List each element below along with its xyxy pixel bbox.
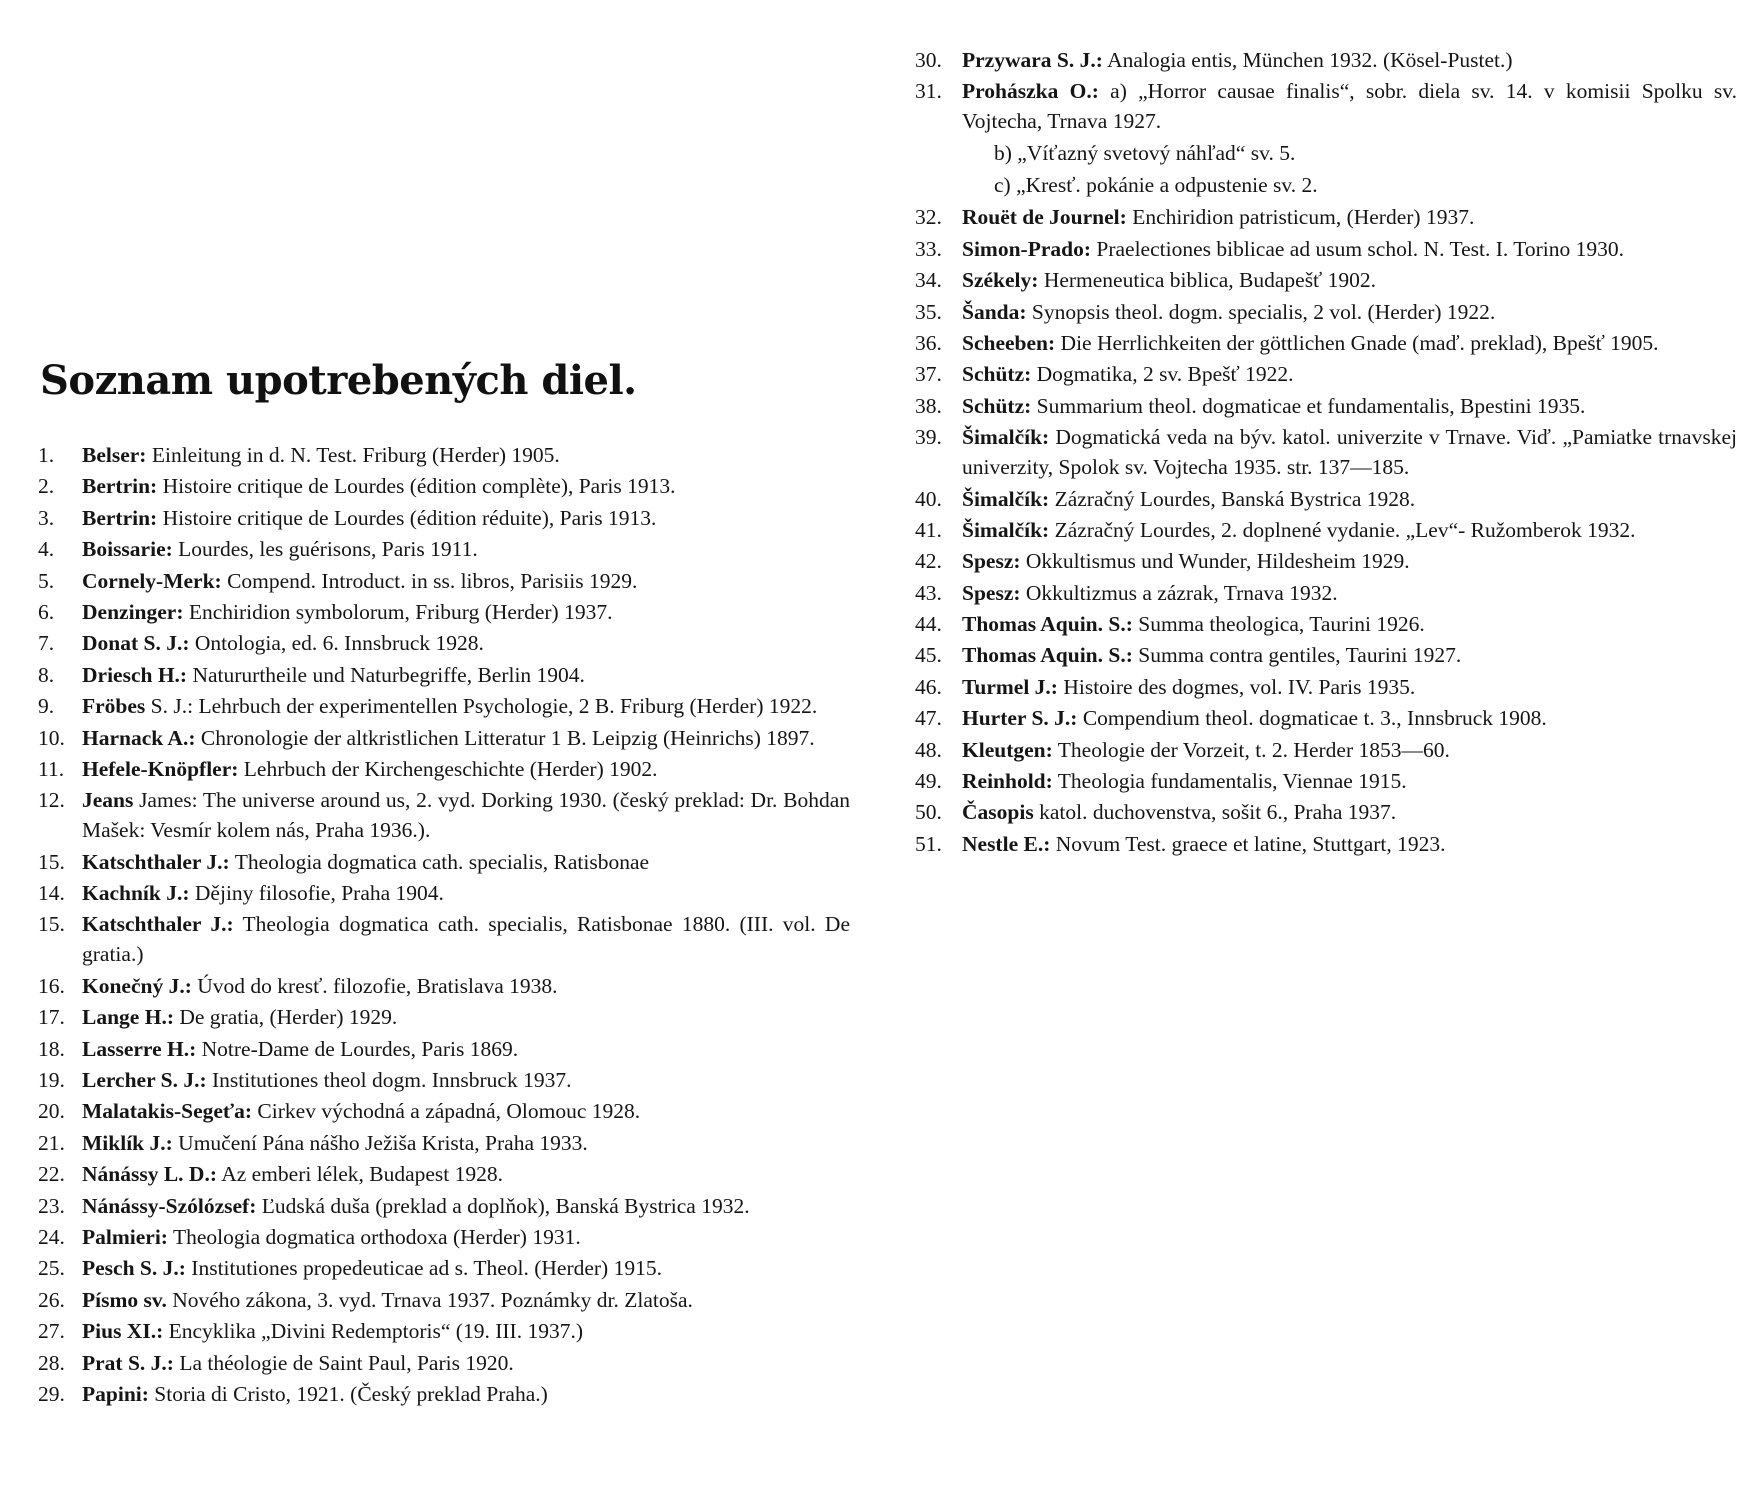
bibliography-entry: [38, 566, 850, 596]
entry-number: 5.: [38, 568, 55, 593]
entry-number: 24.: [38, 1224, 65, 1249]
entry-number: 25.: [38, 1256, 65, 1281]
entry-number: 2.: [38, 474, 55, 499]
bibliography-entry: [38, 1128, 850, 1158]
entry-author: Driesch H.:: [82, 662, 188, 687]
entry-text: katol. duchovenstva, sošit 6., Praha 1937.: [1033, 800, 1397, 825]
entry-text: Chronologie der altkristlichen Litteratur 1 B. Leipzig (Heinrichs) 1897.: [195, 725, 815, 750]
bibliography-entry: [915, 578, 1737, 608]
entry-text: Histoire des dogmes, vol. IV. Paris 1935.: [1057, 674, 1416, 699]
entry-number: 29.: [38, 1381, 65, 1406]
entry-author: Cornely-Merk:: [82, 568, 222, 593]
bibliography-entry: [915, 546, 1737, 576]
bibliography-entry: [915, 391, 1737, 421]
entry-text: Nového zákona, 3. vyd. Trnava 1937. Poznámky dr. Zlatoša.: [166, 1287, 693, 1312]
entry-author: Šimalčík:: [962, 517, 1050, 542]
bibliography-entry: [38, 909, 850, 969]
entry-text: Storia di Cristo, 1921. (Český preklad Praha.): [148, 1381, 548, 1406]
bibliography-entry: [915, 265, 1737, 295]
entry-text: Summarium theol. dogmaticae et fundamentalis, Bpestini 1935.: [1031, 393, 1586, 418]
entry-number: 1.: [38, 443, 55, 467]
bibliography-entry: [915, 640, 1737, 670]
bibliography-entry: [38, 597, 850, 627]
bibliography-entry: [38, 847, 850, 877]
entry-number: 4.: [38, 537, 55, 562]
entry-number: 38.: [915, 393, 942, 418]
entry-number: 39.: [915, 425, 942, 450]
bibliography-entry: [38, 1285, 850, 1315]
entry-author: Przywara S. J.:: [962, 48, 1103, 72]
entry-text: Okkultismus und Wunder, Hildesheim 1929.: [1020, 549, 1410, 574]
entry-number: 37.: [915, 362, 942, 387]
entry-author: Boissarie:: [82, 537, 173, 562]
bibliography-entry: [915, 766, 1737, 796]
entry-author: Székely:: [962, 268, 1039, 293]
entry-number: 14.: [38, 881, 65, 906]
entry-number: 47.: [915, 706, 942, 731]
entry-author: Pius XI.:: [82, 1319, 164, 1344]
entry-author: Časopis: [962, 800, 1034, 825]
bibliography-entry: [915, 609, 1737, 639]
entry-number: 31.: [915, 79, 942, 104]
entry-text: Institutiones theol dogm. Innsbruck 1937.: [206, 1068, 572, 1093]
bibliography-entry: [38, 1253, 850, 1283]
entry-number: 42.: [915, 549, 942, 574]
entry-text: Theologia dogmatica orthodoxa (Herder) 1931.: [167, 1224, 581, 1249]
entry-number: 30.: [915, 48, 942, 72]
bibliography-entry: [38, 691, 850, 721]
entry-text: a) „Horror causae finalis“, sobr. diela sv. 14. v komisii Spolku sv. Vojtecha, Trnava 1927.: [962, 79, 1738, 134]
entry-text: Lehrbuch der Kirchengeschichte (Herder) 1902.: [238, 756, 658, 781]
entry-text: Theologie der Vorzeit, t. 2. Herder 1853—60.: [1052, 737, 1450, 762]
entry-text: Zázračný Lourdes, 2. doplnené vydanie. „Lev“- Ružomberok 1932.: [1049, 517, 1636, 542]
bibliography-entry: [38, 1065, 850, 1095]
entry-text: James: The universe around us, 2. vyd. Dorking 1930. (český preklad: Dr. Bohdan Mašek: Vesmír kolem nás, Praha 1936.).: [82, 788, 850, 843]
entry-text: Dogmatika, 2 sv. Bpešť 1922.: [1031, 362, 1294, 387]
entry-number: 21.: [38, 1130, 65, 1155]
entry-author: Donat S. J.:: [82, 631, 190, 656]
entry-text: Ontologia, ed. 6. Innsbruck 1928.: [189, 631, 484, 656]
entry-author: Nánássy-Szólózsef:: [82, 1193, 257, 1218]
bibliography-entry: [38, 440, 850, 470]
entry-number: 50.: [915, 800, 942, 825]
entry-number: 22.: [38, 1162, 65, 1187]
bibliography-entry: [38, 878, 850, 908]
bibliography-entry: [915, 234, 1737, 264]
entry-author: Lercher S. J.:: [82, 1068, 207, 1093]
entry-text: Histoire critique de Lourdes (édition complète), Paris 1913.: [157, 474, 676, 499]
entry-author: Hurter S. J.:: [962, 706, 1078, 731]
entry-number: 28.: [38, 1350, 65, 1375]
entry-number: 7.: [38, 631, 55, 656]
bibliography-entry: [915, 829, 1737, 859]
bibliography-entry: [38, 1222, 850, 1252]
entry-author: Prat S. J.:: [82, 1350, 174, 1375]
entry-number: 27.: [38, 1319, 65, 1344]
entry-author: Lasserre H.:: [82, 1036, 197, 1061]
entry-text: Umučení Pána nášho Ježiša Krista, Praha 1933.: [172, 1130, 588, 1155]
entry-author: Konečný J.:: [82, 973, 192, 998]
bibliography-entry: [38, 628, 850, 658]
entry-text: Theologia fundamentalis, Viennae 1915.: [1052, 769, 1407, 794]
entry-author: Simon-Prado:: [962, 236, 1091, 261]
entry-author: Palmieri:: [82, 1224, 168, 1249]
bibliography-entry: [915, 672, 1737, 702]
entry-author: Písmo sv.: [82, 1287, 167, 1312]
entry-author: Kachník J.:: [82, 881, 190, 906]
entry-number: 15.: [38, 849, 65, 874]
entry-number: 19.: [38, 1068, 65, 1093]
entry-author: Nánássy L. D.:: [82, 1162, 217, 1187]
bibliography-entry: [38, 1002, 850, 1032]
entry-text: Summa contra gentiles, Taurini 1927.: [1132, 643, 1462, 668]
entry-author: Kleutgen:: [962, 737, 1053, 762]
entry-author: Katschthaler J.:: [82, 849, 230, 874]
entry-text: Theologia dogmatica cath. specialis, Ratisbonae 1880. (III. vol. De gratia.): [82, 912, 850, 967]
entry-author: Jeans: [82, 788, 134, 813]
entry-author: Malatakis-Segeťa:: [82, 1099, 253, 1124]
entry-text: Dogmatická veda na býv. katol. univerzite v Trnave. Viď. „Pamiatke trnavskej univerzity, Spolok sv. Vojtecha 1935. str. 137—185.: [962, 425, 1737, 480]
bibliography-entry: [38, 785, 850, 845]
entry-number: 23.: [38, 1193, 65, 1218]
entry-text: Synopsis theol. dogm. specialis, 2 vol. (Herder) 1922.: [1026, 299, 1496, 324]
entry-number: 36.: [915, 330, 942, 355]
entry-author: Fröbes: [82, 694, 146, 719]
bibliography-entry: [38, 754, 850, 784]
entry-text: Cirkev východná a západná, Olomouc 1928.: [252, 1099, 641, 1124]
entry-author: Reinhold:: [962, 769, 1053, 794]
entry-number: 43.: [915, 580, 942, 605]
entry-text: Novum Test. graece et latine, Stuttgart, 1923.: [1050, 831, 1446, 856]
entry-author: Harnack A.:: [82, 725, 196, 750]
entry-author: Pesch S. J.:: [82, 1256, 186, 1281]
entry-author: Schütz:: [962, 393, 1032, 418]
bibliography-entry: [38, 534, 850, 564]
entry-text: Enchiridion patristicum, (Herder) 1937.: [1126, 205, 1475, 230]
bibliography-entry: [38, 660, 850, 690]
entry-author: Prohászka O.:: [962, 79, 1099, 104]
bibliography-entry: [915, 45, 1737, 75]
entry-text: Compendium theol. dogmaticae t. 3., Innsbruck 1908.: [1077, 706, 1547, 731]
entry-author: Miklík J.:: [82, 1130, 173, 1155]
entry-number: 45.: [915, 643, 942, 668]
entry-text: Úvod do kresť. filozofie, Bratislava 1938.: [191, 973, 558, 998]
bibliography-entry: [38, 471, 850, 501]
entry-subitem: b) „Víťazný svetový náhľad“ sv. 5.: [994, 141, 1296, 166]
entry-number: 12.: [38, 788, 65, 813]
entry-number: 40.: [915, 486, 942, 511]
entry-number: 11.: [38, 756, 65, 781]
entry-number: 8.: [38, 662, 55, 687]
entry-sublist: [994, 138, 1737, 200]
entry-text: Einleitung in d. N. Test. Friburg (Herder) 1905.: [146, 443, 560, 467]
bibliography-entry: [38, 1316, 850, 1346]
bibliography-entry: [915, 359, 1737, 389]
entry-number: 35.: [915, 299, 942, 324]
entry-text: Encyklika „Divini Redemptoris“ (19. III. 1937.): [163, 1319, 583, 1344]
entry-author: Hefele-Knöpfler:: [82, 756, 239, 781]
entry-author: Lange H.:: [82, 1005, 174, 1030]
entry-text: Summa theologica, Taurini 1926.: [1132, 612, 1425, 637]
entry-author: Belser:: [82, 443, 147, 467]
bibliography-entry: [38, 1096, 850, 1126]
entry-author: Papini:: [82, 1381, 149, 1406]
bibliography-entry: [915, 422, 1737, 482]
entry-number: 18.: [38, 1036, 65, 1061]
entry-number: 10.: [38, 725, 65, 750]
entry-number: 3.: [38, 505, 55, 530]
entry-number: 48.: [915, 737, 942, 762]
entry-number: 41.: [915, 517, 942, 542]
bibliography-entry: [38, 503, 850, 533]
bibliography-entry: [915, 797, 1737, 827]
bibliography-entry: [38, 723, 850, 753]
entry-text: Praelectiones biblicae ad usum schol. N. Test. I. Torino 1930.: [1091, 236, 1624, 261]
entry-author: Šimalčík:: [962, 425, 1050, 450]
bibliography-entry: [915, 515, 1737, 545]
entry-text: Die Herrlichkeiten der göttlichen Gnade (maď. preklad), Bpešť 1905.: [1055, 330, 1659, 355]
entry-number: 16.: [38, 973, 65, 998]
entry-text: Lourdes, les guérisons, Paris 1911.: [172, 537, 478, 562]
entry-text: S. J.: Lehrbuch der experimentellen Psychologie, 2 B. Friburg (Herder) 1922.: [145, 694, 818, 719]
bibliography-entry: [915, 202, 1737, 232]
entry-author: Nestle E.:: [962, 831, 1051, 856]
entry-author: Spesz:: [962, 549, 1021, 574]
bibliography-entry: [915, 328, 1737, 358]
page-title: Soznam upotrebených diel.: [40, 357, 637, 404]
entry-author: Rouët de Journel:: [962, 205, 1127, 230]
entry-text: De gratia, (Herder) 1929.: [173, 1005, 398, 1030]
bibliography-entry: [915, 76, 1737, 200]
entry-number: 20.: [38, 1099, 65, 1124]
entry-number: 17.: [38, 1005, 65, 1030]
entry-author: Bertrin:: [82, 505, 158, 530]
entry-text: La théologie de Saint Paul, Paris 1920.: [173, 1350, 514, 1375]
entry-text: Theologia dogmatica cath. specialis, Ratisbonae: [229, 849, 650, 874]
entry-number: 51.: [915, 831, 942, 856]
entry-text: Analogia entis, München 1932. (Kösel-Pustet.): [1102, 48, 1513, 72]
entry-text: Notre-Dame de Lourdes, Paris 1869.: [196, 1036, 519, 1061]
bibliography-entry: [915, 735, 1737, 765]
entry-author: Thomas Aquin. S.:: [962, 612, 1133, 637]
entry-author: Schütz:: [962, 362, 1032, 387]
entry-subitem: c) „Kresť. pokánie a odpustenie sv. 2.: [994, 173, 1318, 198]
entry-text: Okkultizmus a zázrak, Trnava 1932.: [1020, 580, 1338, 605]
entry-text: Institutiones propedeuticae ad s. Theol. (Herder) 1915.: [185, 1256, 662, 1281]
bibliography-entry: [915, 484, 1737, 514]
entry-number: 49.: [915, 769, 942, 794]
entry-text: Enchiridion symbolorum, Friburg (Herder) 1937.: [183, 599, 613, 624]
entry-text: Compend. Introduct. in ss. libros, Parisiis 1929.: [221, 568, 638, 593]
bibliography-entry: [38, 1191, 850, 1221]
entry-number: 26.: [38, 1287, 65, 1312]
entry-number: 33.: [915, 236, 942, 261]
entry-text: Histoire critique de Lourdes (édition réduite), Paris 1913.: [157, 505, 657, 530]
bibliography-list-right: [915, 45, 1737, 860]
entry-author: Šanda:: [962, 299, 1027, 324]
entry-number: 32.: [915, 205, 942, 230]
entry-number: 44.: [915, 612, 942, 637]
entry-number: 34.: [915, 268, 942, 293]
entry-number: 15.: [38, 912, 65, 937]
bibliography-entry: [38, 1348, 850, 1378]
entry-author: Spesz:: [962, 580, 1021, 605]
bibliography-entry: [915, 297, 1737, 327]
entry-author: Denzinger:: [82, 599, 184, 624]
bibliography-entry: [38, 1034, 850, 1064]
entry-text: Az emberi lélek, Budapest 1928.: [217, 1162, 503, 1187]
entry-text: Ľudská duša (preklad a doplňok), Banská Bystrica 1932.: [256, 1193, 750, 1218]
entry-number: 6.: [38, 599, 55, 624]
entry-text: Dějiny filosofie, Praha 1904.: [189, 881, 444, 906]
entry-text: Natururtheile und Naturbegriffe, Berlin 1904.: [187, 662, 585, 687]
entry-author: Šimalčík:: [962, 486, 1050, 511]
entry-number: 46.: [915, 674, 942, 699]
bibliography-entry: [38, 1379, 850, 1409]
bibliography-list-left: [38, 440, 850, 1410]
entry-author: Katschthaler J.:: [82, 912, 234, 937]
entry-text: Hermeneutica biblica, Budapešť 1902.: [1038, 268, 1376, 293]
entry-author: Thomas Aquin. S.:: [962, 643, 1133, 668]
bibliography-entry: [915, 703, 1737, 733]
bibliography-entry: [38, 1159, 850, 1189]
bibliography-entry: [38, 971, 850, 1001]
entry-number: 9.: [38, 694, 55, 719]
entry-author: Scheeben:: [962, 330, 1056, 355]
entry-author: Turmel J.:: [962, 674, 1058, 699]
entry-author: Bertrin:: [82, 474, 158, 499]
entry-text: Zázračný Lourdes, Banská Bystrica 1928.: [1049, 486, 1416, 511]
